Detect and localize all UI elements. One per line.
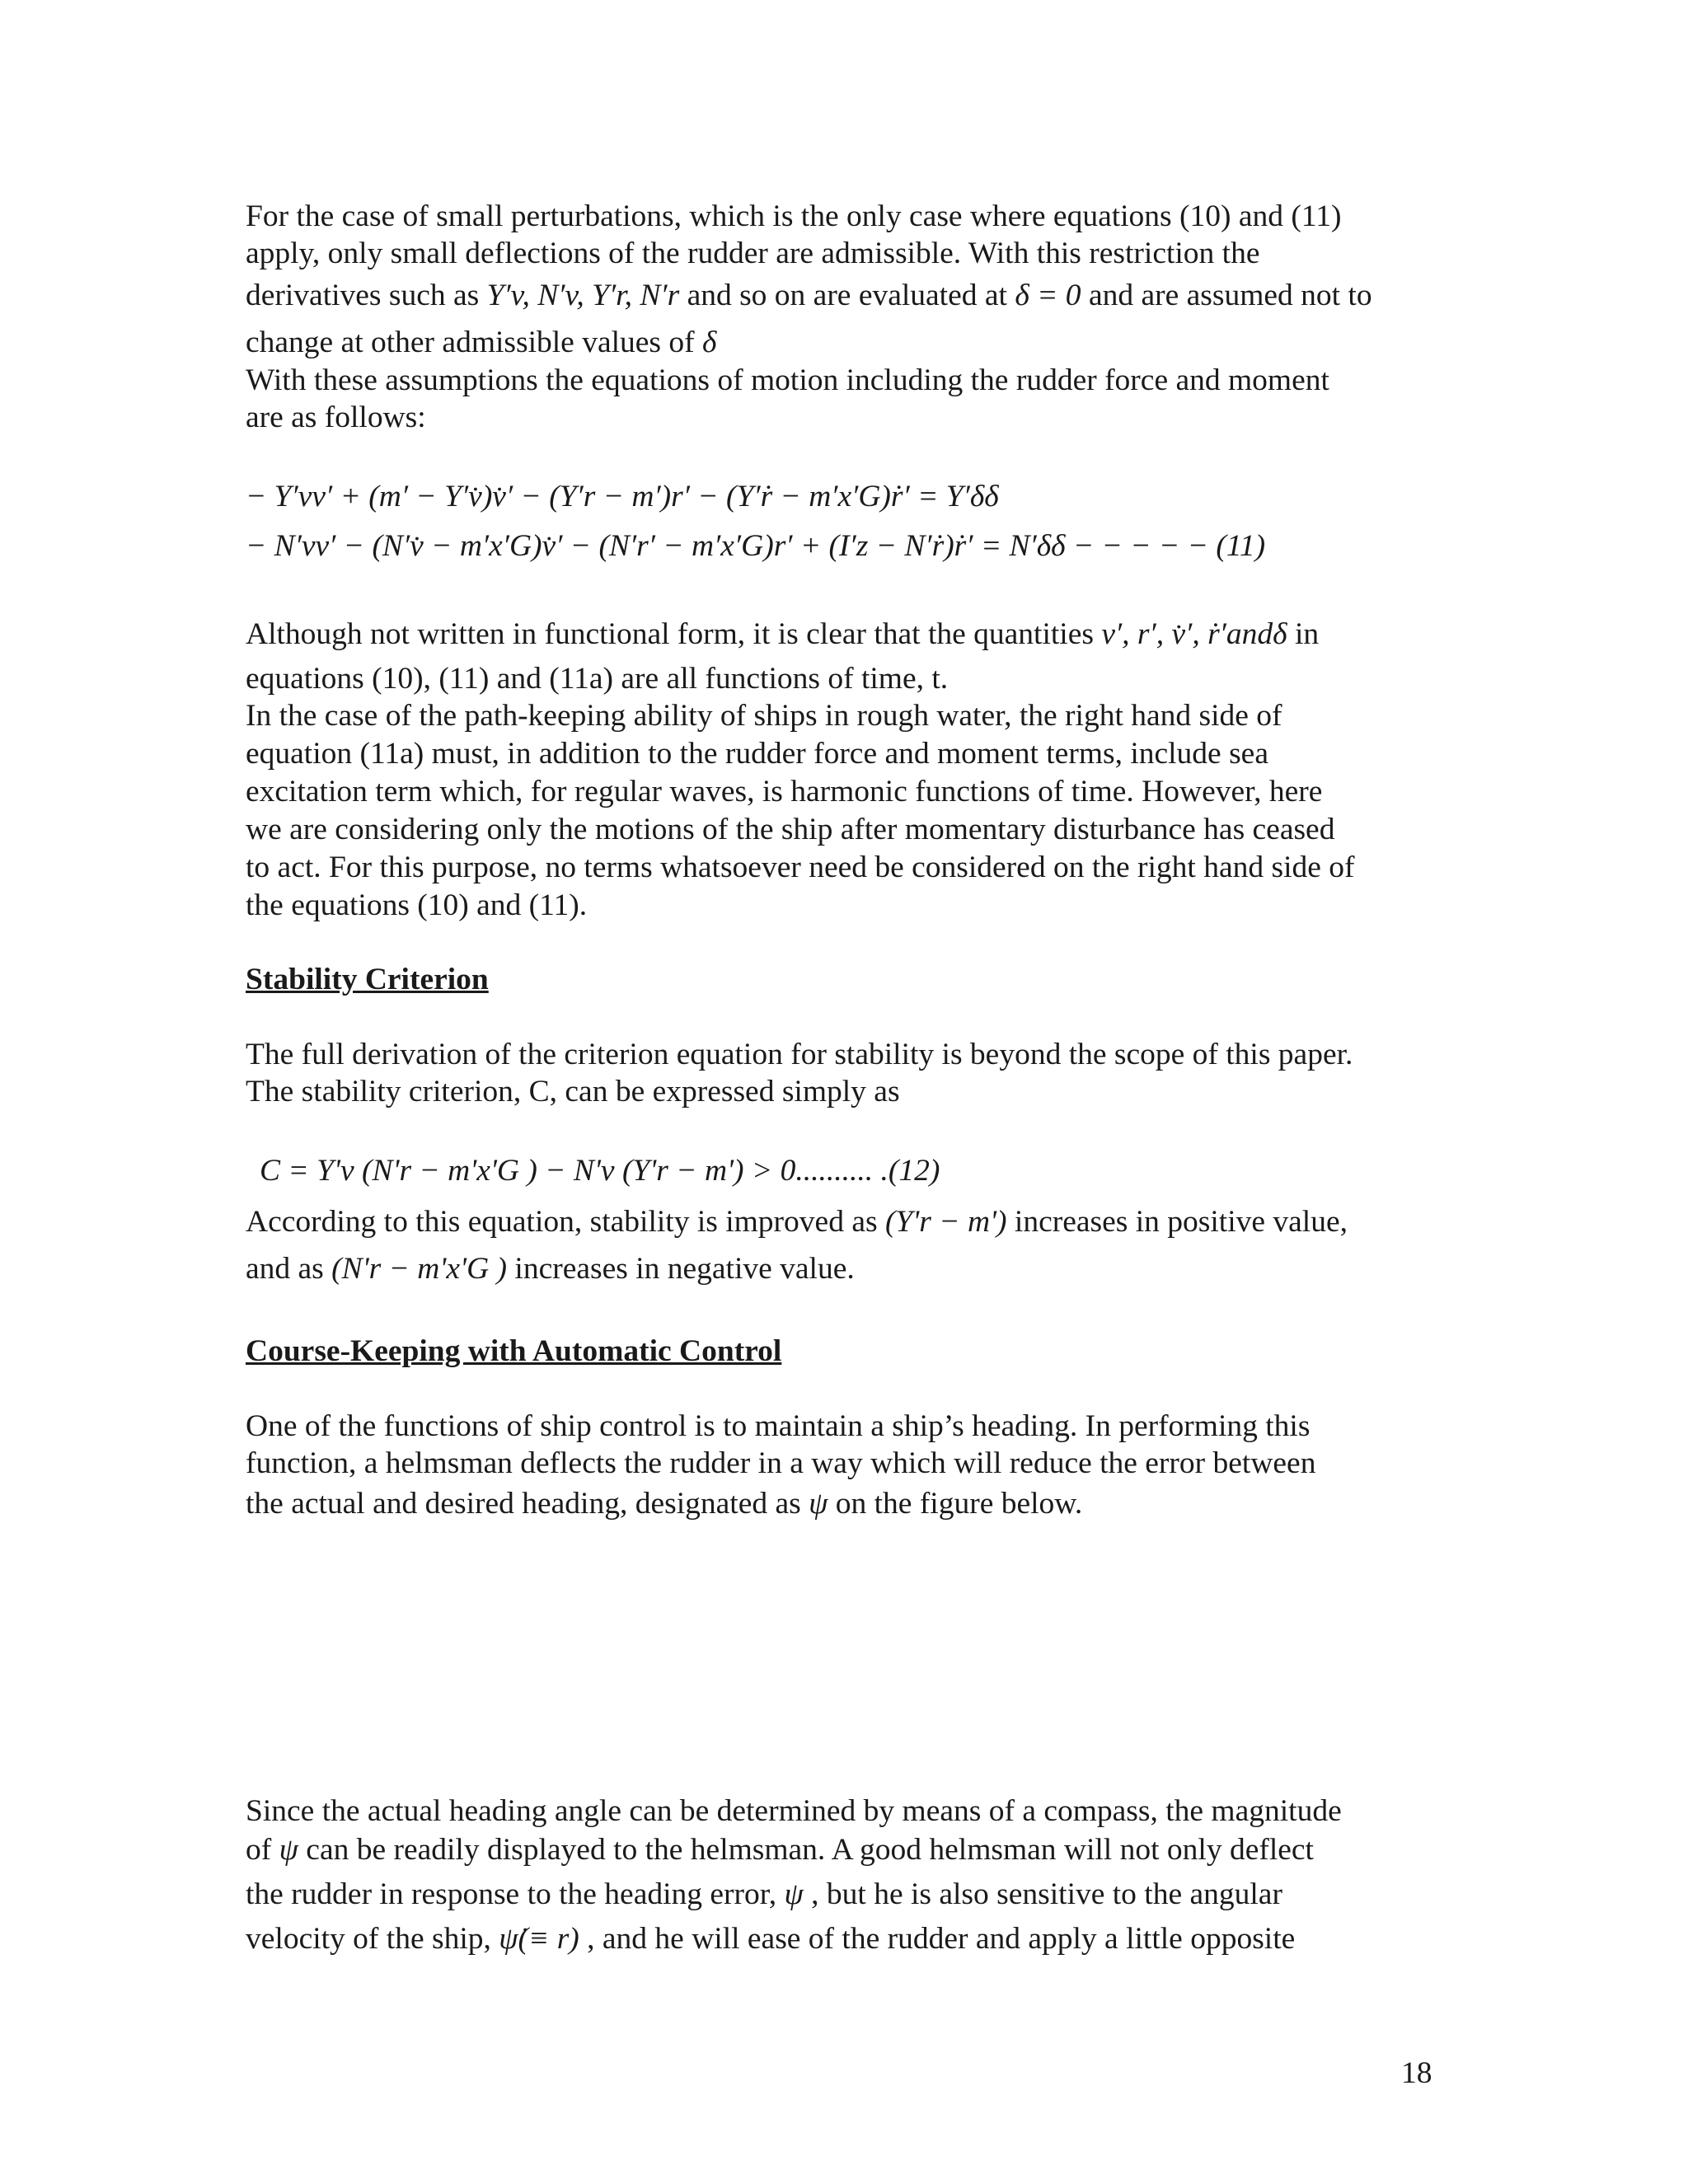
paragraph6-line2: of ψ can be readily displayed to the helmsman. A good helmsman will not only deflect (246, 1833, 1314, 1867)
section-heading-course-keeping: Course-Keeping with Automatic Control (246, 1334, 782, 1368)
quantities-math: v′, r′, v̇′, ṙ′andδ (1101, 617, 1287, 651)
paragraph1-line1: For the case of small perturbations, which is the only case where equations (10) and (11) (246, 199, 1342, 233)
paragraph4-line2: and as (N'r − m'x'G ) increases in negative value. (246, 1252, 855, 1286)
section-heading-stability: Stability Criterion (246, 963, 489, 996)
equation-11-line1: − Y′vv′ + (m′ − Y′v̇)v̇′ − (Y′r − m′)r′ − (Y′ṙ − m′x′G)ṙ′ = Y′δδ (246, 480, 999, 513)
paragraph6-line1: Since the actual heading angle can be determined by means of a compass, the magnitude (246, 1794, 1342, 1828)
paragraph2-line7: to act. For this purpose, no terms whatsoever need be considered on the right hand side of (246, 851, 1355, 884)
paragraph1-line2: apply, only small deflections of the rudder are admissible. With this restriction the (246, 237, 1260, 270)
nr-minus-mxg-math: (N'r − m'x'G ) (331, 1252, 508, 1286)
delta-math: δ (702, 326, 717, 359)
paragraph1-line3: derivatives such as Y′v, N′v, Y′r, N′r and so on are evaluated at δ = 0 and are assumed not to (246, 279, 1372, 312)
paragraph6-line4: velocity of the ship, ψ̇(≡ r) , and he will ease of the rudder and apply a little opposite (246, 1922, 1296, 1956)
paragraph6-line3: the rudder in response to the heading error, ψ , but he is also sensitive to the angular (246, 1877, 1282, 1911)
paragraph2-line5: excitation term which, for regular waves, is harmonic functions of time. However, here (246, 775, 1323, 808)
equation-11-line2: − N′vv′ − (N′v̇ − m′x′G)v̇′ − (N′r′ − m′x′G)r′ + (I′z − N′ṙ)ṙ′ = N′δδ − − − − − (11) (246, 529, 1266, 563)
paragraph3-line2: The stability criterion, C, can be expressed simply as (246, 1075, 900, 1108)
paragraph3-line1: The full derivation of the criterion equation for stability is beyond the scope of this paper. (246, 1038, 1353, 1071)
psi-math: ψ (784, 1877, 804, 1911)
paragraph2-line1: Although not written in functional form, it is clear that the quantities v′, r′, v̇′, ṙ′andδ in (246, 617, 1320, 651)
paragraph5-line3: the actual and desired heading, designated as ψ on the figure below. (246, 1487, 1083, 1521)
paragraph4-line1: According to this equation, stability is improved as (Y'r − m') increases in positive value, (246, 1205, 1348, 1239)
paragraph5-line2: function, a helmsman deflects the rudder in a way which will reduce the error between (246, 1446, 1316, 1480)
equation-12: C = Y'v (N'r − m'x'G ) − N'v (Y'r − m') > 0.......... .(12) (260, 1154, 940, 1188)
psi-math: ψ (279, 1833, 298, 1867)
delta-zero-math: δ = 0 (1015, 279, 1081, 312)
paragraph5-line1: One of the functions of ship control is to maintain a ship’s heading. In performing this (246, 1409, 1311, 1443)
page-number: 18 (1401, 2056, 1432, 2090)
psi-dot-math: ψ̇(≡ r) (499, 1922, 579, 1956)
paragraph2-line4: equation (11a) must, in addition to the rudder force and moment terms, include sea (246, 737, 1268, 771)
psi-math: ψ (809, 1487, 828, 1521)
paragraph1-line5: With these assumptions the equations of motion including the rudder force and moment (246, 363, 1329, 397)
yr-minus-m-math: (Y'r − m') (884, 1205, 1007, 1239)
paragraph2-line8: the equations (10) and (11). (246, 888, 588, 922)
derivatives-math: Y′v, N′v, Y′r, N′r (486, 279, 680, 312)
paragraph2-line6: we are considering only the motions of the ship after momentary disturbance has ceased (246, 813, 1335, 846)
paragraph1-line4: change at other admissible values of δ (246, 326, 717, 359)
paragraph1-line6: are as follows: (246, 401, 426, 434)
paragraph2-line3: In the case of the path-keeping ability of ships in rough water, the right hand side of (246, 699, 1282, 733)
paragraph2-line2: equations (10), (11) and (11a) are all functions of time, t. (246, 662, 949, 696)
